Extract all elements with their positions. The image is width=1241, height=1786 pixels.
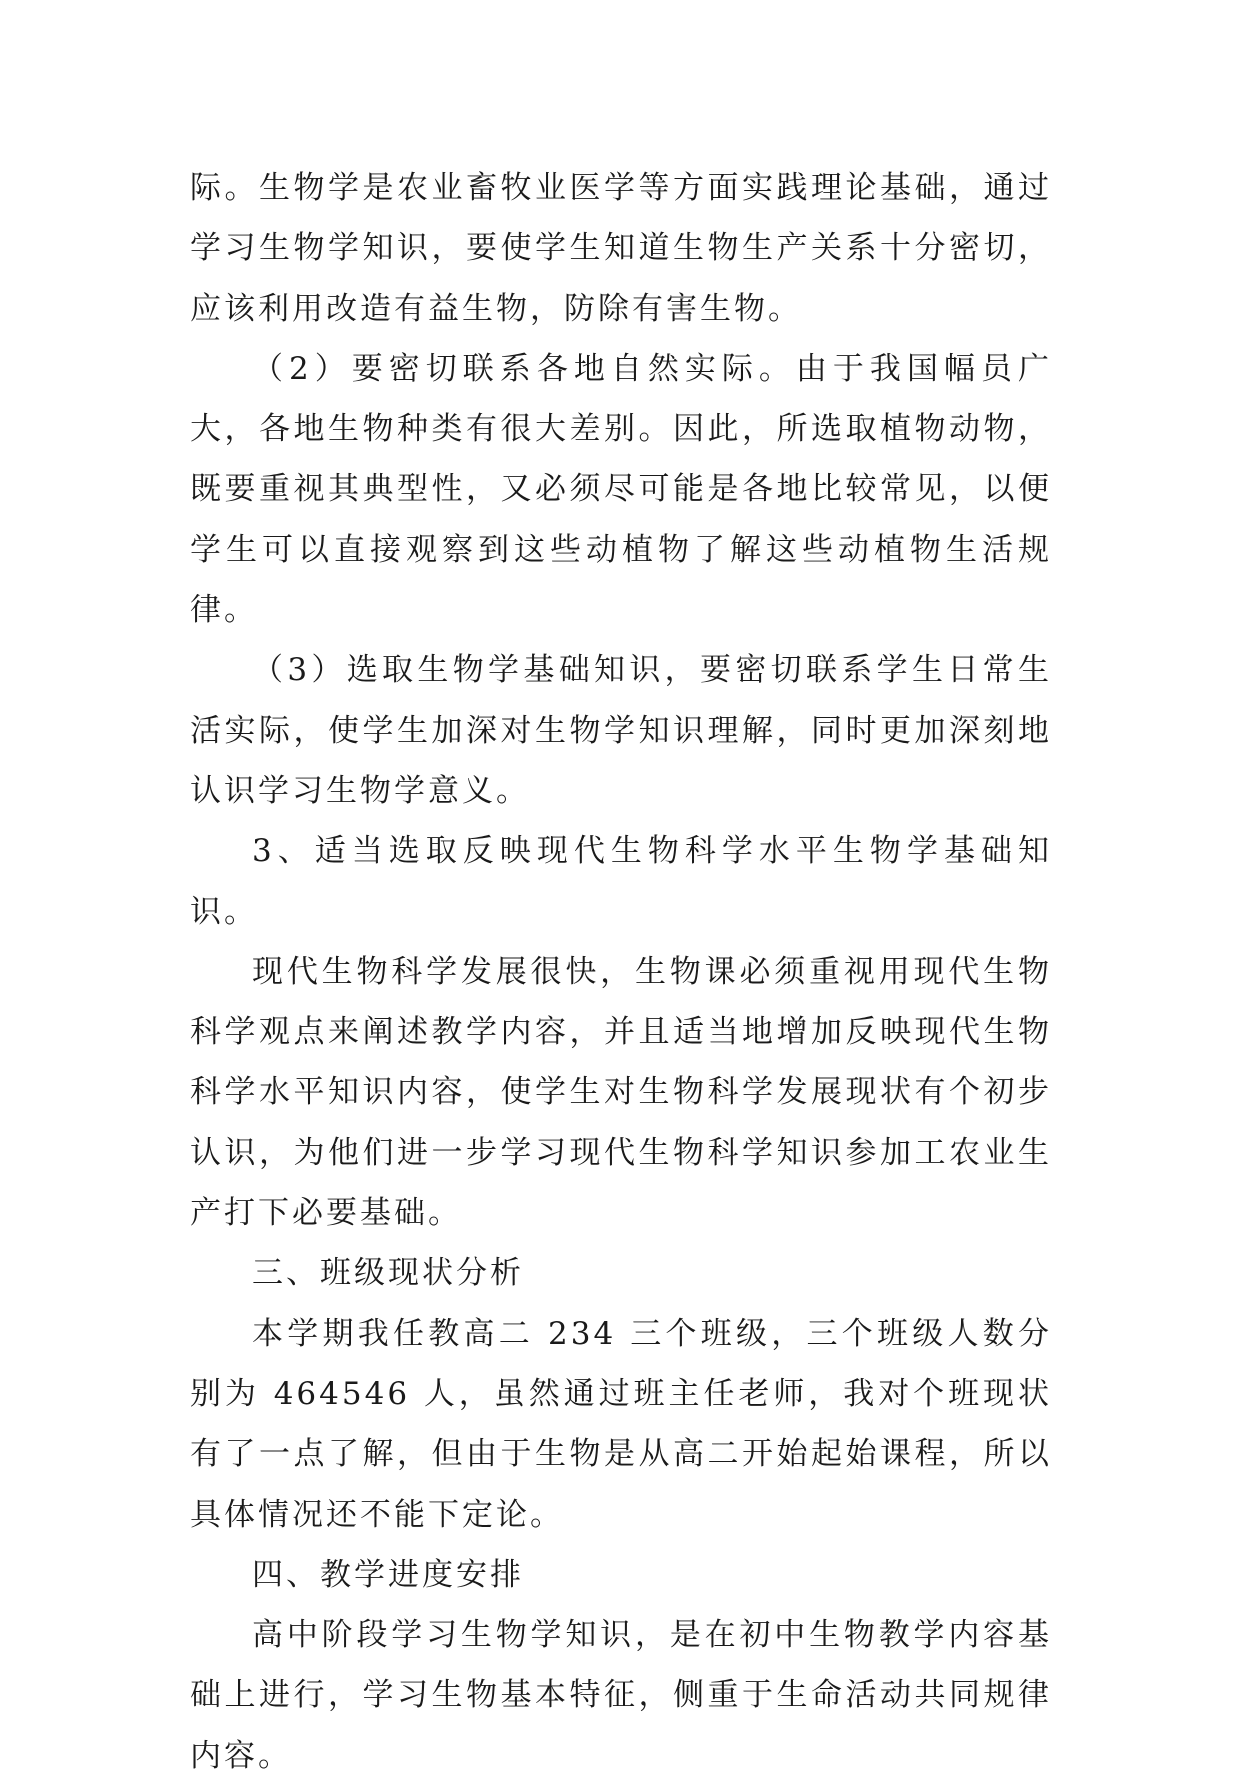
document-body xyxy=(190,158,1052,1786)
paragraph-point-3: （3）选取生物学基础知识，要密切联系学生日常生活实际，使学生加深对生物学知识理解，同时更加深刻地认识学习生物学意义。 xyxy=(190,652,1052,809)
paragraph-item-3-heading: 3、适当选取反映现代生物科学水平生物学基础知识。 xyxy=(190,833,1052,930)
paragraph-continuation: 际。生物学是农业畜牧业医学等方面实践理论基础，通过学习生物学知识，要使学生知道生物生产关系十分密切，应该利用改造有益生物，防除有害生物。 xyxy=(190,170,1052,327)
paragraph-modern-biology: 现代生物科学发展很快，生物课必须重视用现代生物科学观点来阐述教学内容，并且适当地增加反映现代生物科学水平知识内容，使学生对生物科学发展现状有个初步认识，为他们进一步学习现代生物科学知识参加工农业生产打下必要基础。 xyxy=(190,953,1052,1232)
paragraph-point-2: （2）要密切联系各地自然实际。由于我国幅员广大，各地生物种类有很大差别。因此，所选取植物动物，既要重视其典型性，又必须尽可能是各地比较常见，以便学生可以直接观察到这些动植物了解这些动植物生活规律。 xyxy=(190,350,1052,629)
paragraph-class-analysis: 本学期我任教高二 234 三个班级，三个班级人数分别为 464546 人，虽然通过班主任老师，我对个班现状有了一点了解，但由于生物是从高二开始起始课程，所以具体情况还不能下定论。 xyxy=(190,1315,1052,1533)
section-heading-class-analysis: 三、班级现状分析 xyxy=(252,1255,524,1292)
section-heading-teaching-schedule: 四、教学进度安排 xyxy=(252,1556,524,1593)
paragraph-teaching-schedule: 高中阶段学习生物学知识，是在初中生物教学内容基础上进行，学习生物基本特征，侧重于生命活动共同规律内容。 xyxy=(190,1617,1052,1774)
